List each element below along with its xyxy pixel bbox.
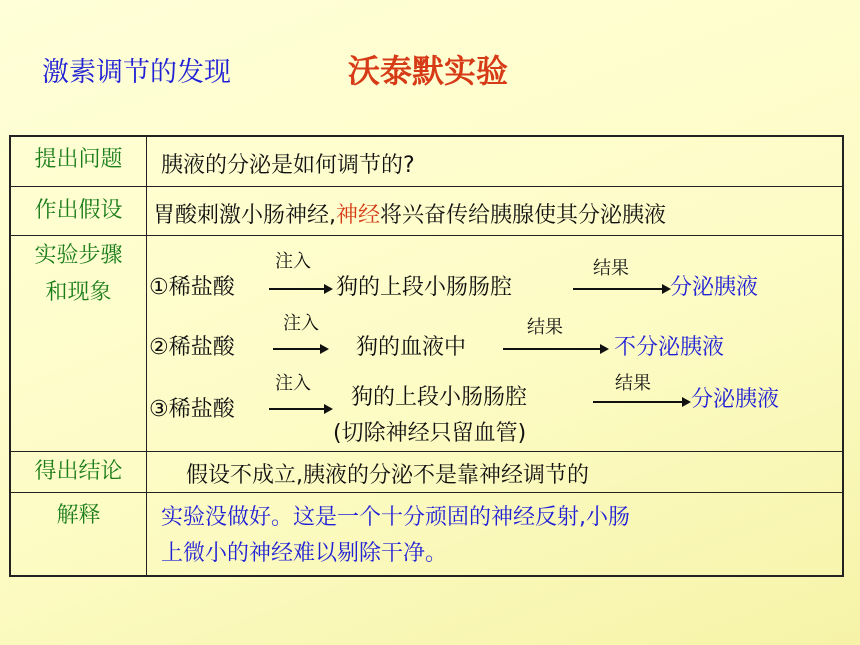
step2-arrow2 [503,348,607,350]
experiment-table [9,135,844,577]
conclusion-text: 假设不成立,胰液的分泌不是靠神经调节的 [186,463,589,488]
step2-arrow1-label: 注入 [283,313,319,334]
hypothesis-label: 作出假设 [34,198,123,223]
step1-arrow2 [573,288,669,290]
step1-arrow1-label: 注入 [275,251,311,272]
step1-arrow2-label: 结果 [593,258,629,279]
steps-label-line2: 和现象 [45,280,112,305]
hypothesis-text [153,198,666,229]
explanation-line2: 上微小的神经难以剔除干净。 [161,541,448,566]
step2-arrow2-label: 结果 [527,317,563,338]
step3-arrow2-label: 结果 [615,373,651,394]
step3-substance: ③稀盐酸 [149,397,235,422]
column-divider [146,137,147,575]
step2-substance: ②稀盐酸 [149,335,235,360]
step1-result: 分泌胰液 [670,275,759,300]
step1-arrow1 [269,288,331,290]
page-subtitle: 沃泰默实验 [348,52,509,90]
row-divider [11,235,842,236]
step3-target: 狗的上段小肠肠腔 [351,385,528,410]
hypothesis-text-post: 将兴奋传给胰腺使其分泌胰液 [380,203,667,228]
question-label: 提出问题 [34,147,123,172]
explanation-line1: 实验没做好。这是一个十分顽固的神经反射,小肠 [161,505,630,530]
question-text: 胰液的分泌是如何调节的? [161,153,415,178]
step1-substance: ①稀盐酸 [149,275,235,300]
steps-label-line1: 实验步骤 [34,243,123,268]
conclusion-label: 得出结论 [34,459,123,484]
step2-target: 狗的血液中 [356,335,467,360]
step3-arrow1 [269,408,331,410]
page-title: 激素调节的发现 [42,57,231,88]
step3-target-note: (切除神经只留血管) [333,421,527,446]
hypothesis-highlight: 神经 [336,203,381,228]
step2-result: 不分泌胰液 [614,335,725,360]
row-divider [11,451,842,452]
row-divider [11,186,842,187]
hypothesis-text-pre: 胃酸刺激小肠神经, [153,203,336,228]
step1-target: 狗的上段小肠肠腔 [336,275,513,300]
row-divider [11,492,842,493]
step3-arrow2 [593,401,689,403]
step3-arrow1-label: 注入 [275,373,311,394]
step2-arrow1 [273,348,327,350]
explanation-label: 解释 [56,503,101,528]
step3-result: 分泌胰液 [691,387,780,412]
